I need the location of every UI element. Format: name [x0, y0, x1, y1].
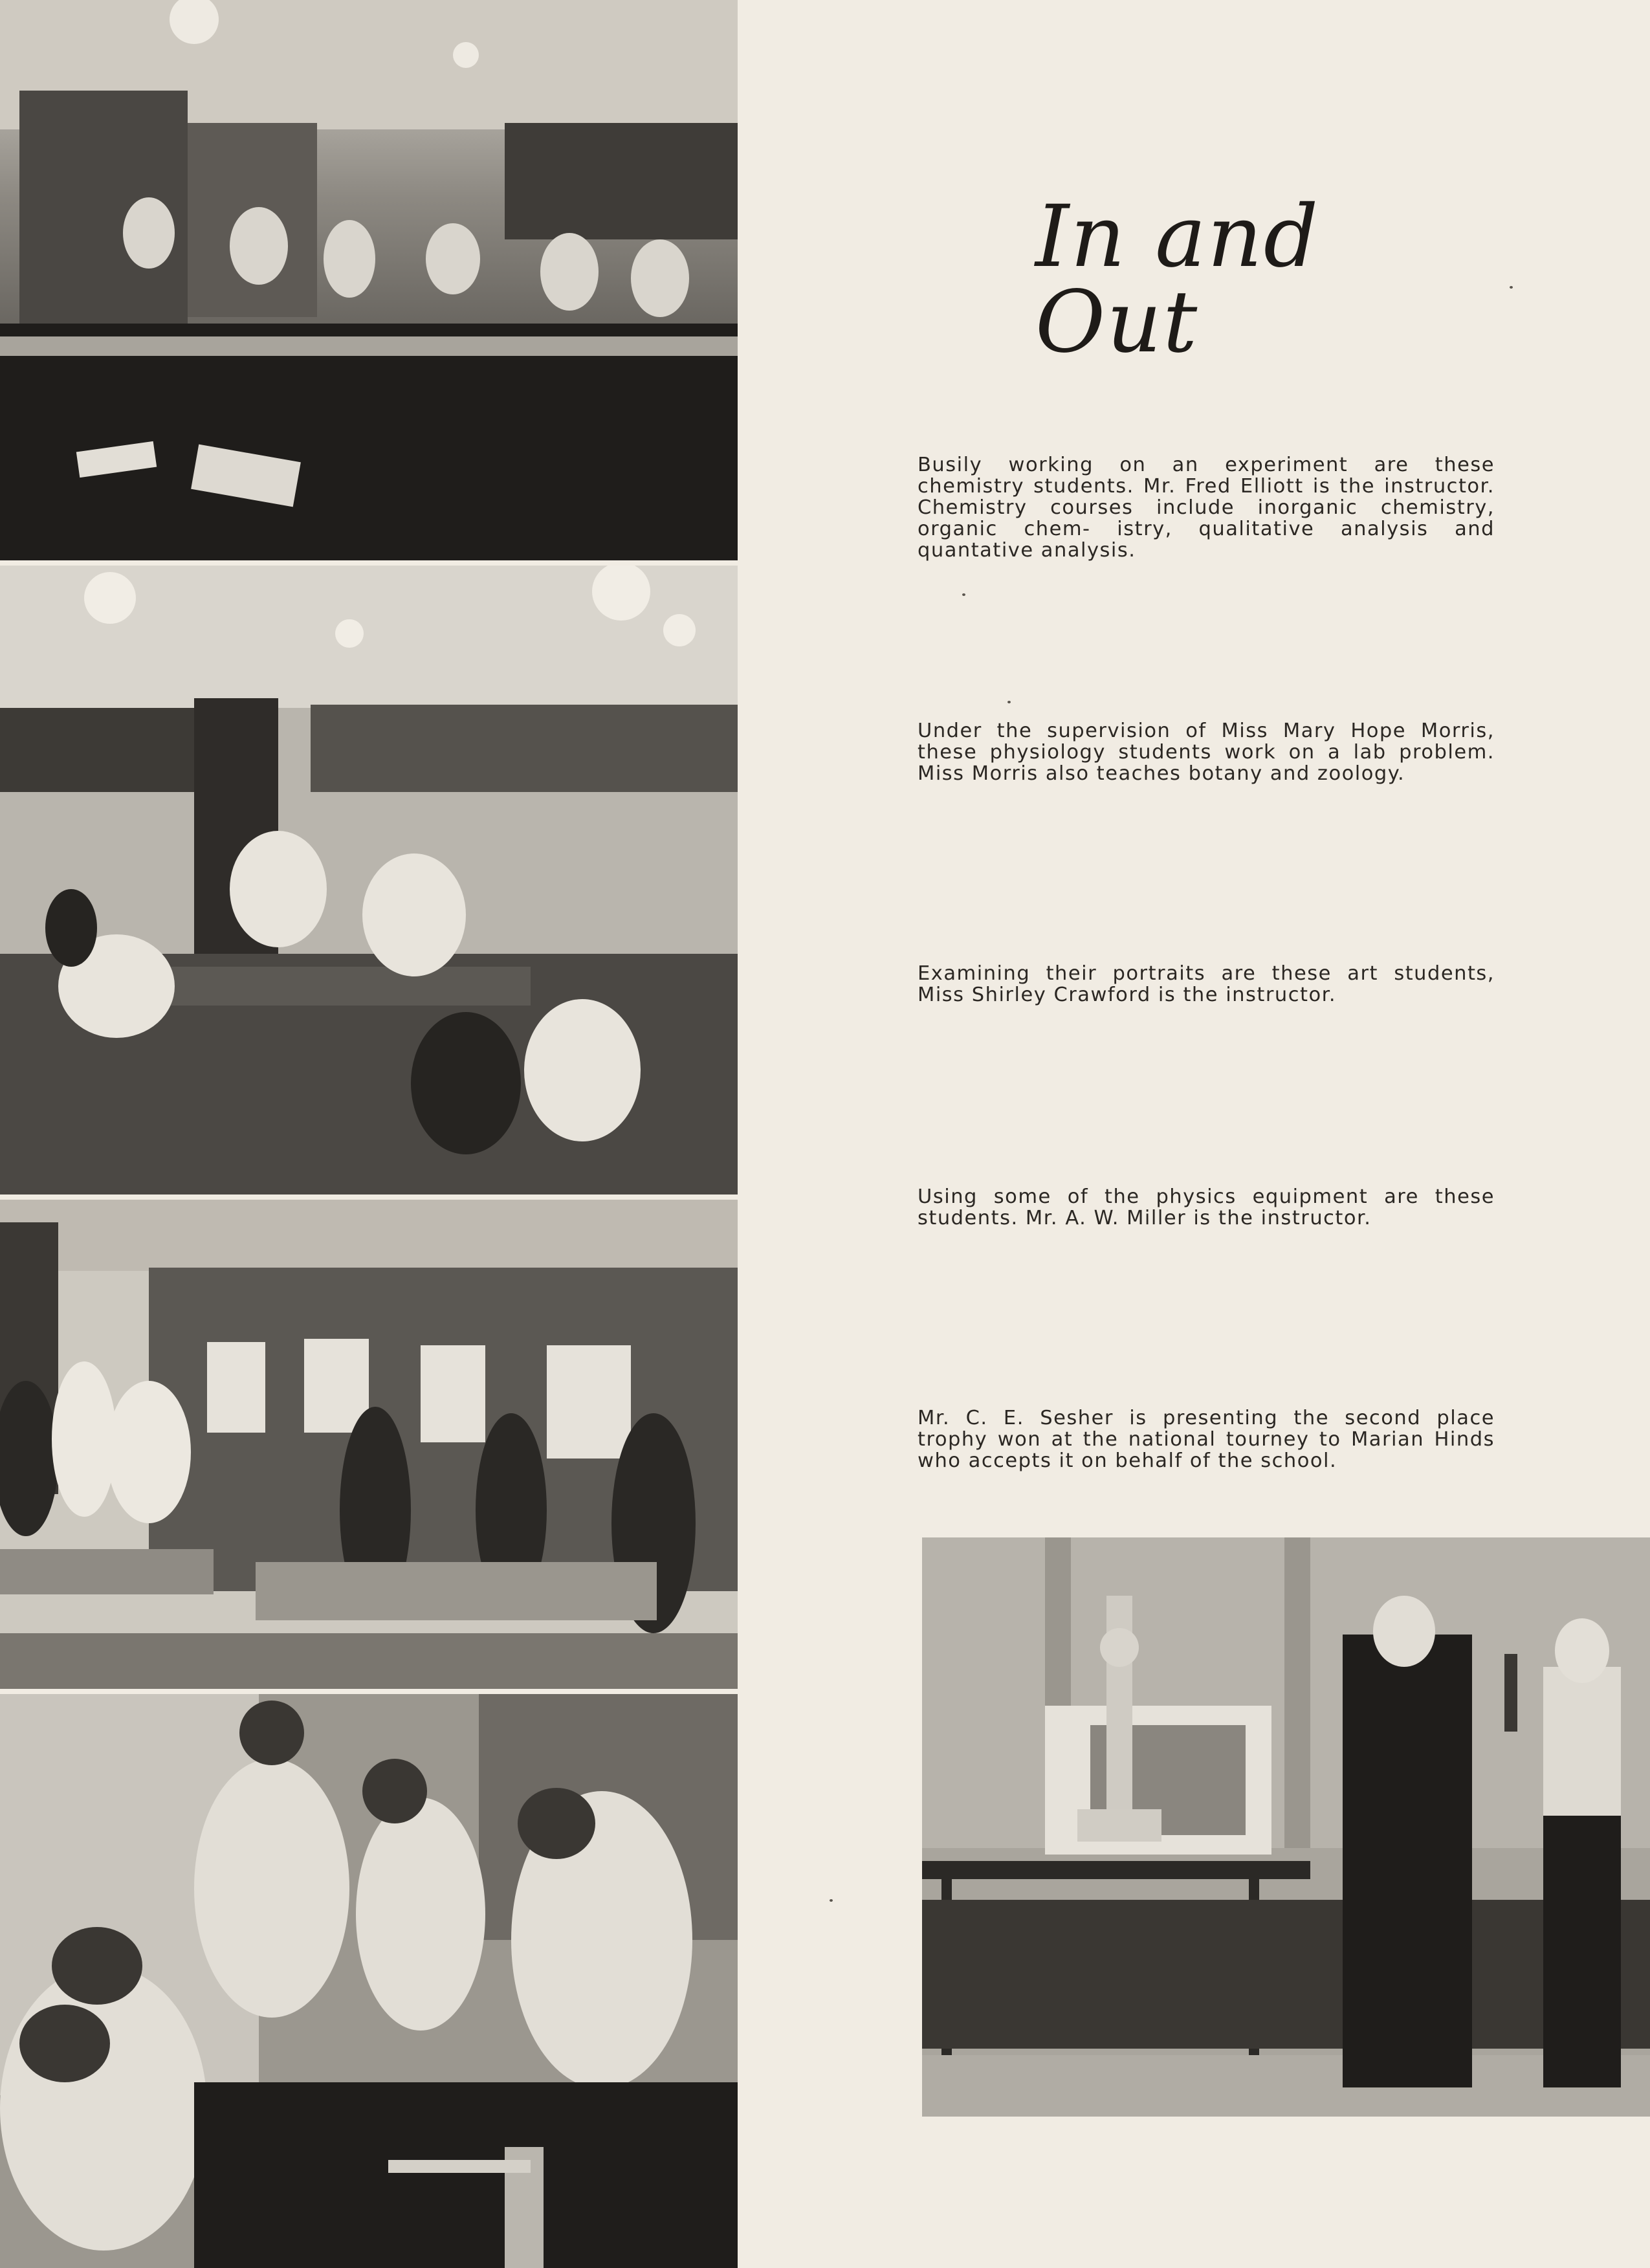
- print-speck: [830, 1899, 833, 1902]
- physiology-caption: Under the supervision of Miss Mary Hope Morris, these physiology students work on a lab problem. Miss Morris also teaches botany and zoology.: [918, 720, 1495, 785]
- trophy-caption: Mr. C. E. Sesher is presenting the second place trophy won at the national tourney to Marian Hinds who accepts it on behalf of the school.: [918, 1407, 1495, 1472]
- physics-equipment-photo: [0, 1694, 738, 2268]
- trophy-presentation-photo: [922, 1537, 1650, 2117]
- print-speck: [1510, 286, 1513, 289]
- print-speck: [962, 593, 965, 596]
- chemistry-lab-photo: [0, 0, 738, 560]
- physiology-lab-photo: [0, 566, 738, 1195]
- page-title: In and Out: [1035, 187, 1320, 372]
- physics-caption: Using some of the physics equipment are these students. Mr. A. W. Miller is the instructor.: [918, 1185, 1495, 1229]
- print-speck: [1007, 701, 1011, 703]
- art-caption: Examining their portraits are these art students, Miss Shirley Crawford is the instructor.: [918, 962, 1495, 1006]
- art-students-photo: [0, 1200, 738, 1689]
- chemistry-caption: Busily working on an experiment are these chemistry students. Mr. Fred Elliott is the instructor. Chemistry courses include inorganic chemistry, organic chem- istry, qualitative analysis and quantative analysis.: [918, 454, 1495, 562]
